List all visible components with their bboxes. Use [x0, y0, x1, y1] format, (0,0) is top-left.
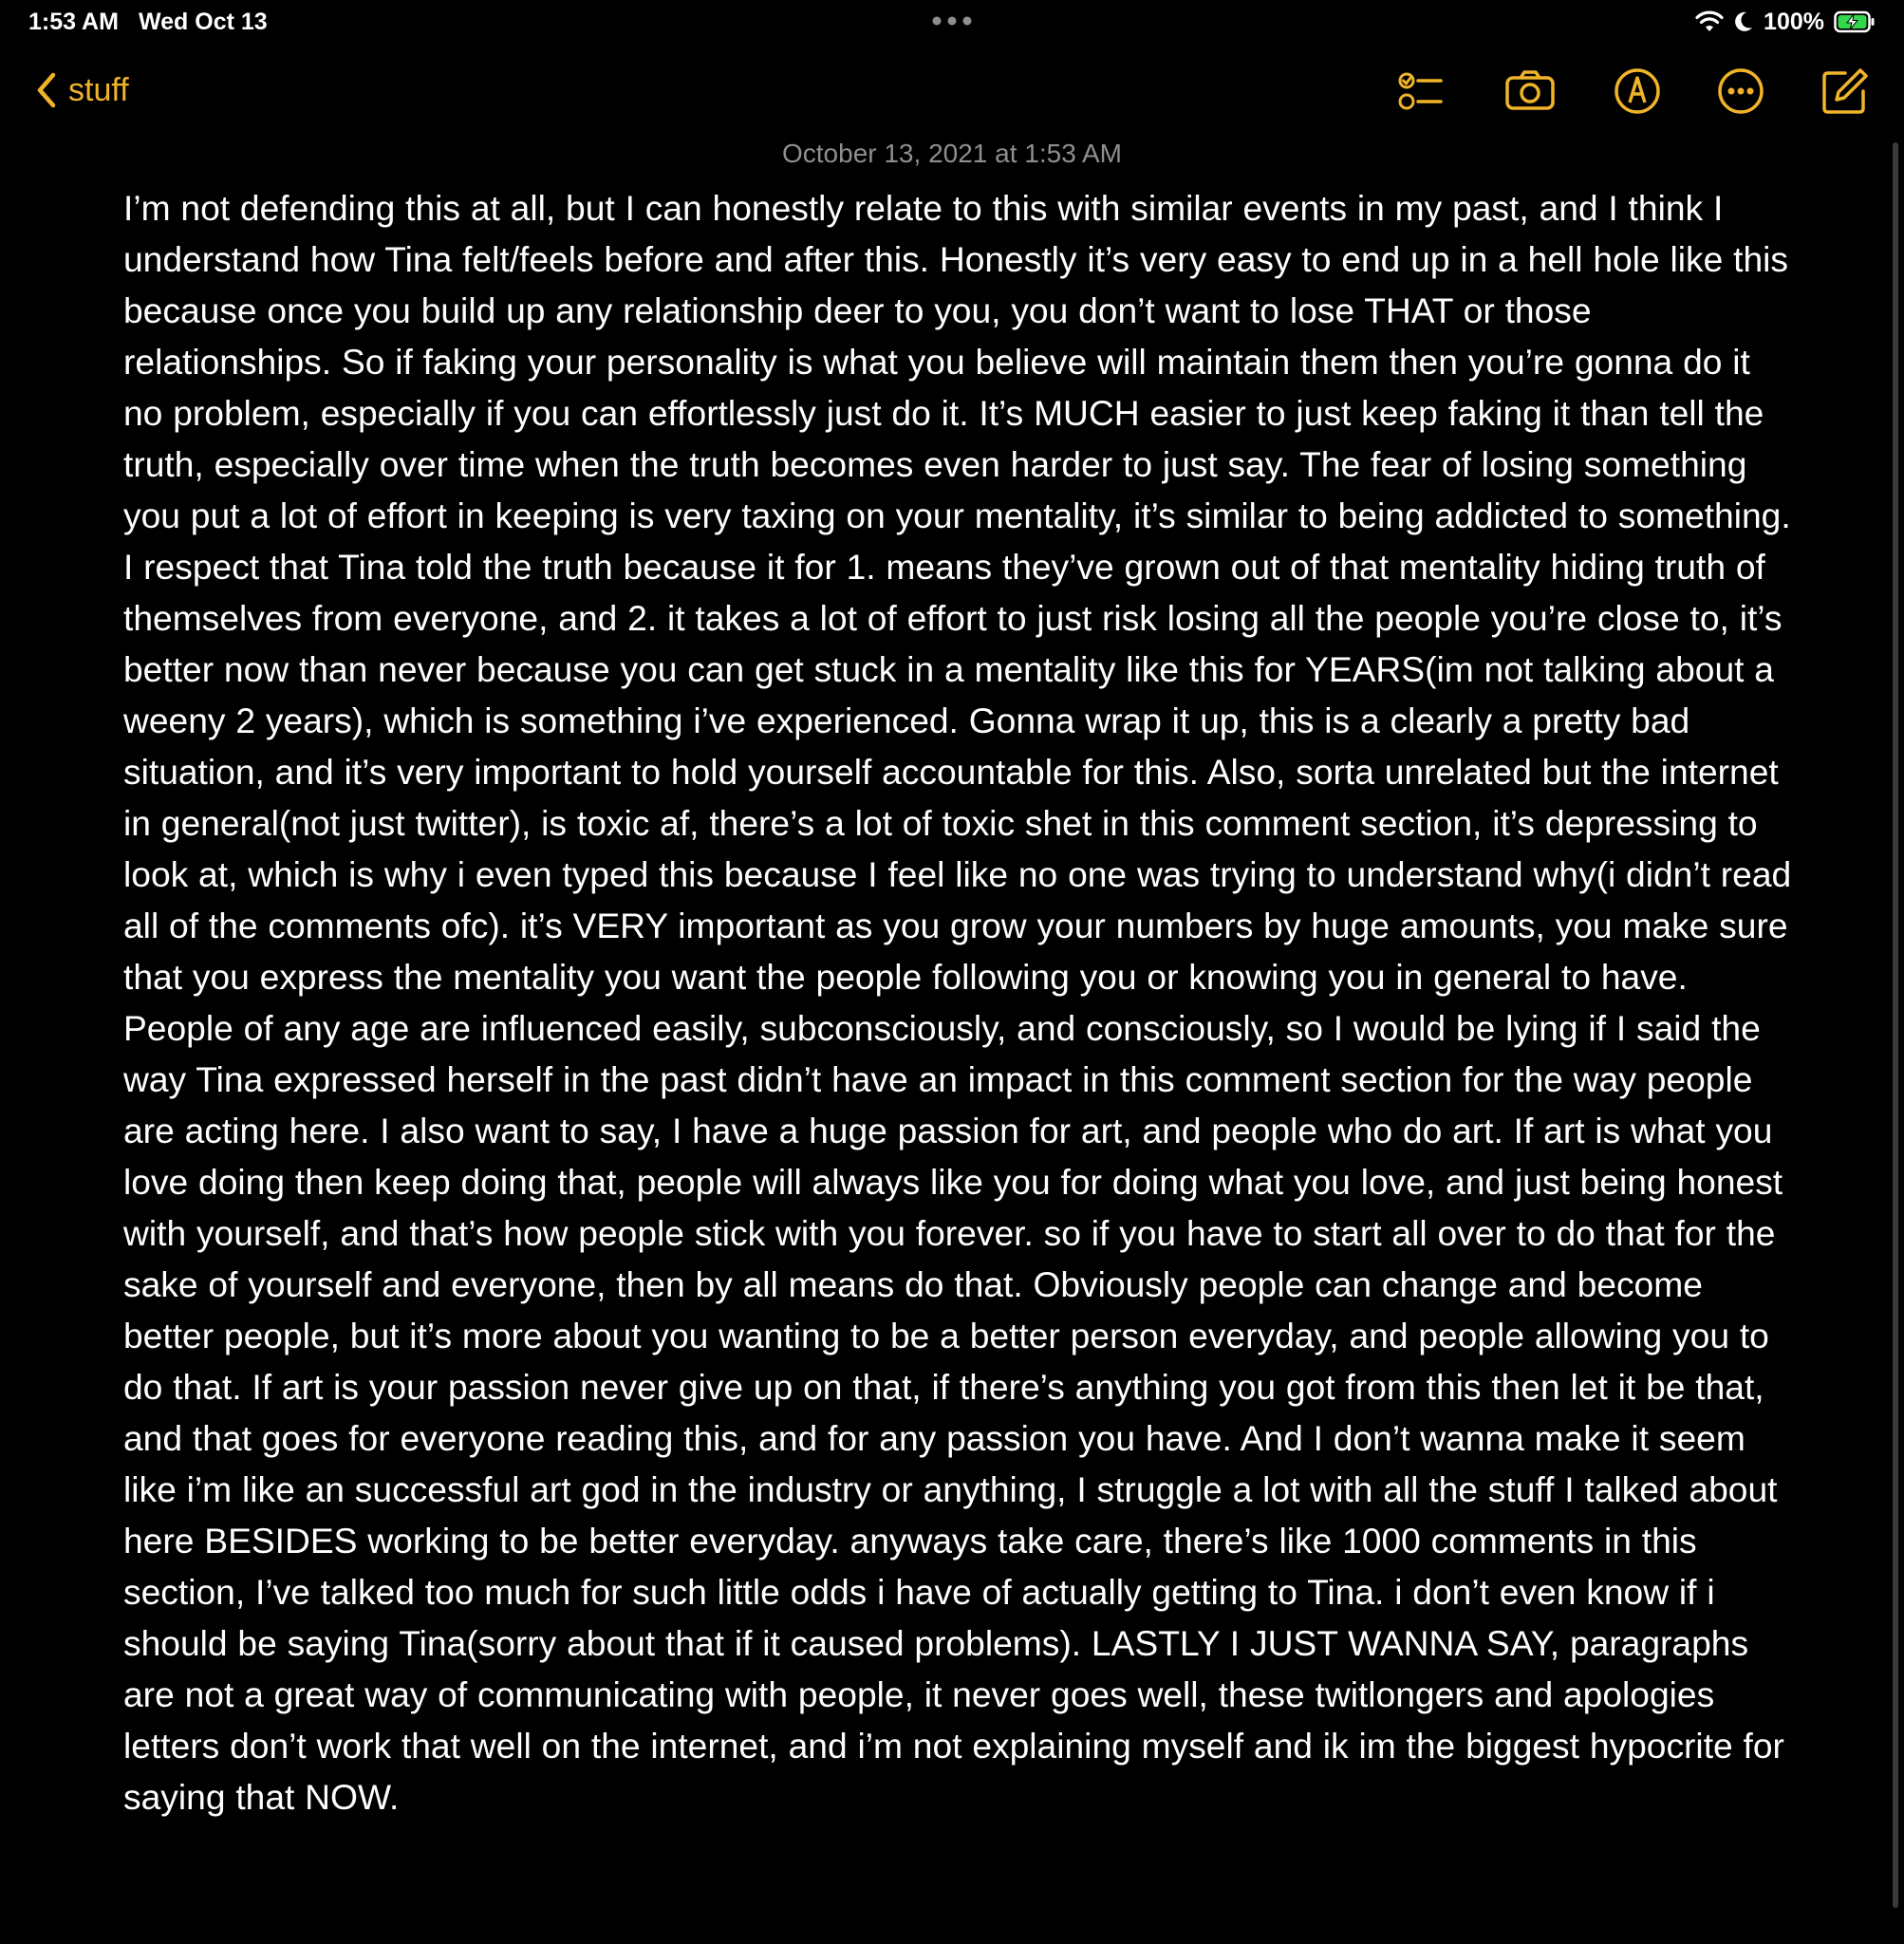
wifi-icon: [1695, 10, 1724, 33]
moon-icon: [1733, 10, 1754, 33]
more-icon[interactable]: [1714, 65, 1767, 118]
back-button[interactable]: [36, 66, 129, 114]
battery-charging-icon: [1834, 10, 1876, 33]
checklist-icon[interactable]: [1393, 65, 1447, 118]
markup-icon[interactable]: [1611, 65, 1664, 118]
camera-icon[interactable]: [1503, 65, 1557, 118]
status-indicators: [1695, 8, 1876, 36]
scroll-indicator[interactable]: [1893, 142, 1898, 1908]
status-date: Wed Oct 13: [139, 9, 268, 35]
note-body[interactable]: I’m not defending this at all, but I can honestly relate to this with similar events in my past, and I think I understand how Tina felt/feels before and after this. Honestly it’s very easy to end up in a hell hole like this because once you build up any relationship deer to you, you don’t want to lose THAT or those relationships. So if faking your personality is what you believe will maintain them then you’re gonna do it no problem, especially if you can effortlessly just do it. It’s MUCH easier to just keep faking it than tell the truth, especially over time when the truth becomes even harder to just say. The fear of losing something you put a lot of effort in keeping is very taxing on your mentality, it’s similar to being addicted to something. I respect that Tina told the truth because it for 1. means they’ve grown out of that mentality hiding truth of themselves from everyone, and 2. it takes a lot of effort to just risk losing all the people you’re close to, it’s better now than never because you can get stuck in a mentality like this for YEARS(im not talking about a weeny 2 years), which is something i’ve experienced. Gonna wrap it up, this is a clearly a pretty bad situation, and it’s very important to hold yourself accountable for this. Also, sorta unrelated but the internet in general(not just twitter), is toxic af, there’s a lot of toxic shet in this comment section, it’s depressing to look at, which is why i even typed this because I feel like no one was trying to understand why(i didn’t read all of the comments ofc). it’s VERY important as you grow your numbers by huge amounts, you make sure that you express the mentality you want the people following you or knowing you in general to have. People of any age are influenced easily, subconsciously, and consciously, so I would be lying if I said the way Tina expressed herself in the past didn’t have an impact in this comment section for the way people are acting here. I also want to say, I have a huge passion for art, and people who do art. If art is what you love doing then keep doing that, people will always like you for doing what you love, and just being honest with yourself, and that’s how people stick with you forever. so if you have to start all over to do that for the sake of yourself and everyone, then by all means do that. Obviously people can change and become better people, but it’s more about you wanting to be a better person everyday, and people allowing you to do that. If art is your passion never give up on that, if there’s anything you got from this then let it be that, and that goes for everyone reading this, and for any passion you have. And I don’t wanna make it seem like i’m like an successful art god in the industry or anything, I struggle a lot with all the stuff I talked about here BESIDES working to be better everyday. anyways take care, there’s like 1000 comments in this section, I’ve talked too much for such little odds i have of actually getting to Tina. i don’t even know if i should be saying Tina(sorry about that if it caused problems). LASTLY I JUST WANNA SAY, paragraphs are not a great way of communicating with people, it never goes well, these twitlongers and apologies letters don’t work that well on the internet, and i’m not explaining myself and ik im the biggest hypocrite for saying that NOW.: [123, 188, 1792, 1817]
note-date: October 13, 2021 at 1:53 AM: [781, 139, 1122, 168]
compose-icon[interactable]: [1819, 65, 1872, 118]
battery-percentage: 100%: [1764, 8, 1824, 35]
multitasking-dots-icon[interactable]: [930, 11, 974, 30]
status-bar: [0, 0, 1904, 46]
back-label: stuff: [68, 71, 129, 108]
status-time: 1:53 AM: [28, 9, 119, 35]
navigation-bar: [0, 57, 1904, 123]
chevron-left-icon: [36, 72, 57, 108]
